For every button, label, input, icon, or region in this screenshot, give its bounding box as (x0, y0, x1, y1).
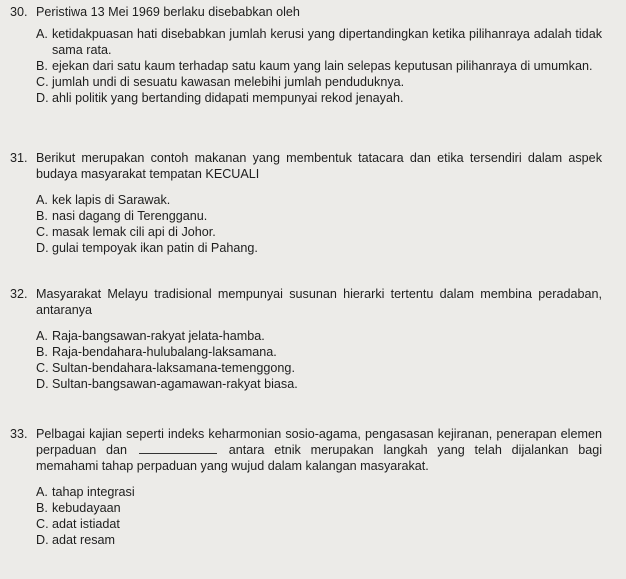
question-text-before: Pelbagai kajian seperti indeks keharmonian sosio-agama, pengasasan kejiranan, penerapan elemen perpaduan dan (36, 427, 602, 457)
option-label: A. (36, 485, 48, 499)
option-text: Sultan-bendahara-laksamana-temenggong. (52, 361, 295, 375)
options-list (36, 26, 610, 106)
option-text: tahap integrasi (52, 485, 135, 499)
option-label: B. (36, 345, 48, 359)
option-c[interactable] (36, 74, 610, 90)
question-number: 33. (10, 427, 28, 441)
option-a[interactable] (36, 484, 610, 500)
question-number: 32. (10, 287, 28, 301)
question-text (36, 426, 610, 474)
option-text: nasi dagang di Terengganu. (52, 209, 208, 223)
option-label: D. (36, 241, 49, 255)
option-c[interactable] (36, 516, 610, 532)
option-b[interactable] (36, 344, 610, 360)
question-number: 31. (10, 151, 28, 165)
option-label: C. (36, 361, 49, 375)
question-text: Masyarakat Melayu tradisional mempunyai susunan hierarki tertentu dalam membina peradaban, antaranya (36, 287, 602, 317)
option-text: jumlah undi di sesuatu kawasan melebihi jumlah penduduknya. (52, 75, 405, 89)
option-d[interactable] (36, 90, 610, 106)
answer-blank (139, 443, 217, 454)
option-text: adat resam (52, 533, 115, 547)
option-label: C. (36, 517, 49, 531)
option-text: gulai tempoyak ikan patin di Pahang. (52, 241, 258, 255)
options-list (36, 484, 610, 548)
option-text: ahli politik yang bertanding didapati mempunyai rekod jenayah. (52, 91, 404, 105)
option-label: A. (36, 193, 48, 207)
option-text: Sultan-bangsawan-agamawan-rakyat biasa. (52, 377, 298, 391)
question-text: Berikut merupakan contoh makanan yang membentuk tatacara dan etika tersendiri dalam aspek budaya masyarakat tempatan KECUALI (36, 151, 602, 181)
question-33 (10, 426, 610, 548)
option-d[interactable] (36, 376, 610, 392)
option-label: C. (36, 75, 49, 89)
option-b[interactable] (36, 58, 610, 74)
question-stem (10, 4, 610, 20)
option-b[interactable] (36, 500, 610, 516)
option-a[interactable] (36, 328, 610, 344)
option-label: D. (36, 91, 49, 105)
option-a[interactable] (36, 192, 610, 208)
question-32 (10, 286, 610, 392)
option-label: B. (36, 209, 48, 223)
option-b[interactable] (36, 208, 610, 224)
option-c[interactable] (36, 224, 610, 240)
option-text: kek lapis di Sarawak. (52, 193, 171, 207)
option-label: A. (36, 27, 48, 41)
option-text: Raja-bangsawan-rakyat jelata-hamba. (52, 329, 265, 343)
option-label: A. (36, 329, 48, 343)
question-stem (10, 150, 610, 182)
option-d[interactable] (36, 532, 610, 548)
question-text-after: antara etnik merupakan langkah yang telah dijalankan bagi memahami tahap perpaduan yang wujud dalam kalangan masyarakat. (36, 443, 603, 473)
option-text: ejekan dari satu kaum terhadap satu kaum yang lain selepas keputusan pilihanraya di umumkan. (52, 59, 593, 73)
question-number: 30. (10, 5, 28, 19)
question-30 (10, 4, 610, 106)
option-label: D. (36, 533, 49, 547)
option-c[interactable] (36, 360, 610, 376)
option-d[interactable] (36, 240, 610, 256)
option-text: Raja-bendahara-hulubalang-laksamana. (52, 345, 277, 359)
question-stem (10, 286, 610, 318)
options-list (36, 192, 610, 256)
question-31 (10, 150, 610, 256)
option-text: masak lemak cili api di Johor. (52, 225, 216, 239)
option-label: C. (36, 225, 49, 239)
question-stem (10, 426, 610, 474)
option-text: ketidakpuasan hati disebabkan jumlah kerusi yang dipertandingkan ketika pilihanraya adalah tidak sama rata. (52, 27, 602, 57)
option-label: B. (36, 59, 48, 73)
option-label: B. (36, 501, 48, 515)
option-text: adat istiadat (52, 517, 120, 531)
question-text: Peristiwa 13 Mei 1969 berlaku disebabkan oleh (36, 5, 300, 19)
option-text: kebudayaan (52, 501, 121, 515)
option-a[interactable] (36, 26, 610, 58)
options-list (36, 328, 610, 392)
option-label: D. (36, 377, 49, 391)
